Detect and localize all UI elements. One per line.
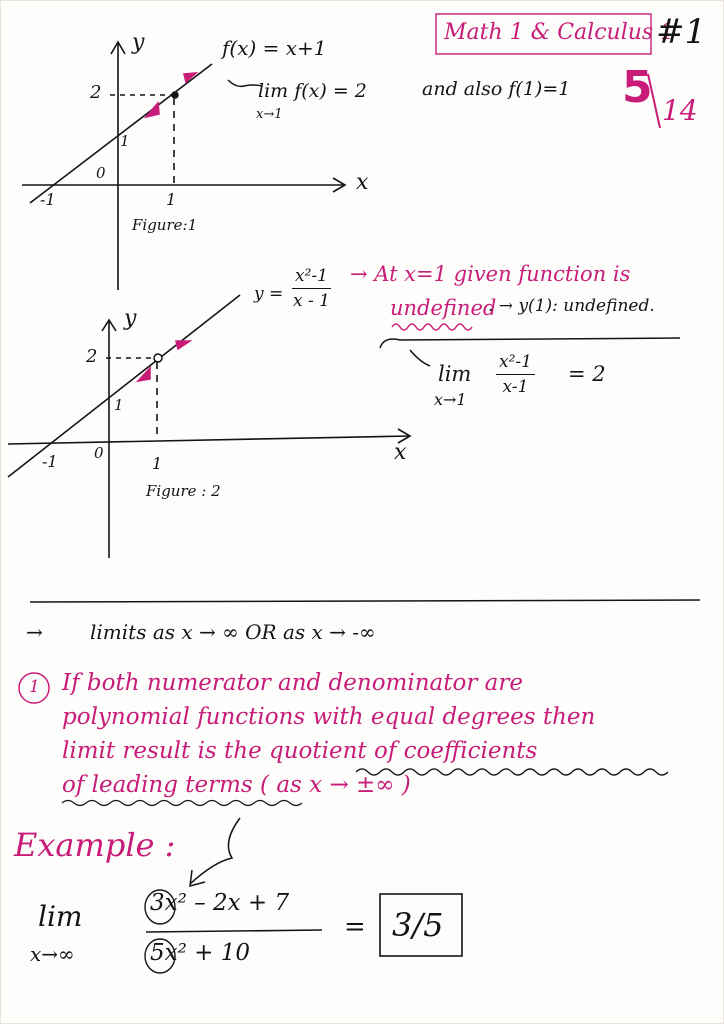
rule-line4 — [62, 772, 411, 798]
fig1-tick-y2: 2 — [90, 82, 102, 103]
fig2-tick-y1: 1 — [114, 396, 124, 414]
figure2-axes — [8, 295, 410, 558]
rule-line3a: limit result is the — [62, 738, 270, 764]
fig2-tick-xm1: -1 — [42, 452, 58, 471]
fig1-x-label: x — [356, 170, 369, 195]
example-lim: lim — [38, 900, 83, 933]
course-title: Math 1 & Calculus 1 — [444, 20, 675, 45]
figure2-arrows — [138, 341, 190, 381]
rule-line1: If both numerator and denominator are — [62, 670, 523, 696]
heading-arrow: → — [26, 620, 43, 644]
fig2-tick-y2: 2 — [86, 346, 98, 367]
fig2-note-undefined: undefined — [390, 296, 497, 320]
fig1-limit: lim f(x) = 2 — [258, 80, 367, 102]
fig1-tick-xm1: -1 — [40, 190, 56, 209]
numerator-rest: x² – 2x + 7 — [164, 890, 290, 916]
fig2-origin: 0 — [94, 444, 104, 462]
rule-line3 — [62, 738, 537, 764]
fig2-eq-numerator: x²-1 — [292, 266, 331, 289]
fig2-lim-fraction — [496, 352, 535, 397]
rule-line4b: ( as x → ±∞ ) — [252, 772, 411, 798]
fig1-function: f(x) = x+1 — [222, 36, 327, 60]
fig2-lim-denominator: x-1 — [502, 377, 529, 397]
fig1-y-label: y — [132, 30, 145, 55]
rule-number: 1 — [29, 677, 40, 697]
lecture-number: #1 — [656, 12, 707, 52]
fig2-eq-fraction — [292, 266, 331, 311]
fig2-y-eq: y = — [254, 284, 284, 304]
example-answer: 3/5 — [392, 906, 444, 944]
fig1-origin: 0 — [96, 164, 106, 182]
example-label: Example : — [14, 826, 176, 864]
fig2-tick-x1: 1 — [152, 454, 163, 473]
denominator-rest: x² + 10 — [164, 940, 250, 966]
fig2-caption: Figure : 2 — [146, 482, 221, 500]
section-divider — [30, 600, 700, 602]
rule-line4a: of leading terms — [62, 772, 253, 798]
fig2-x-label: x — [394, 440, 407, 465]
fig2-note-line2: . → y(1): undefined. — [488, 296, 655, 316]
page-number: 5 — [622, 62, 653, 113]
numerator-coefficient: 3 — [150, 890, 165, 916]
fig2-note-line1: → At x=1 given function is — [350, 262, 631, 286]
example-equals: = — [344, 912, 366, 942]
page-total: 14 — [662, 94, 698, 127]
example-lim-sub: x→∞ — [30, 942, 75, 966]
fig1-also: and also f(1)=1 — [422, 78, 571, 100]
fig1-caption: Figure:1 — [132, 216, 198, 234]
fig1-tick-x1: 1 — [166, 190, 177, 209]
fig1-limit-sub: x→1 — [256, 107, 283, 122]
fig2-lim: lim — [438, 362, 472, 386]
fig2-lim-result: = 2 — [568, 362, 606, 386]
example-numerator — [150, 890, 289, 916]
fig2-y-label: y — [124, 306, 137, 331]
fig2-eq-denominator: x - 1 — [293, 291, 330, 311]
section-heading: limits as x → ∞ OR as x → -∞ — [90, 620, 376, 644]
fig1-tick-y1: 1 — [120, 132, 130, 150]
rule-line3b: quotient of coefficients — [269, 738, 538, 764]
rule-line2: polynomial functions with equal degrees then — [62, 704, 596, 730]
denominator-coefficient: 5 — [150, 940, 165, 966]
fig2-lim-sub: x→1 — [434, 390, 467, 409]
fig2-lim-numerator: x²-1 — [496, 352, 535, 375]
example-denominator — [150, 940, 250, 966]
